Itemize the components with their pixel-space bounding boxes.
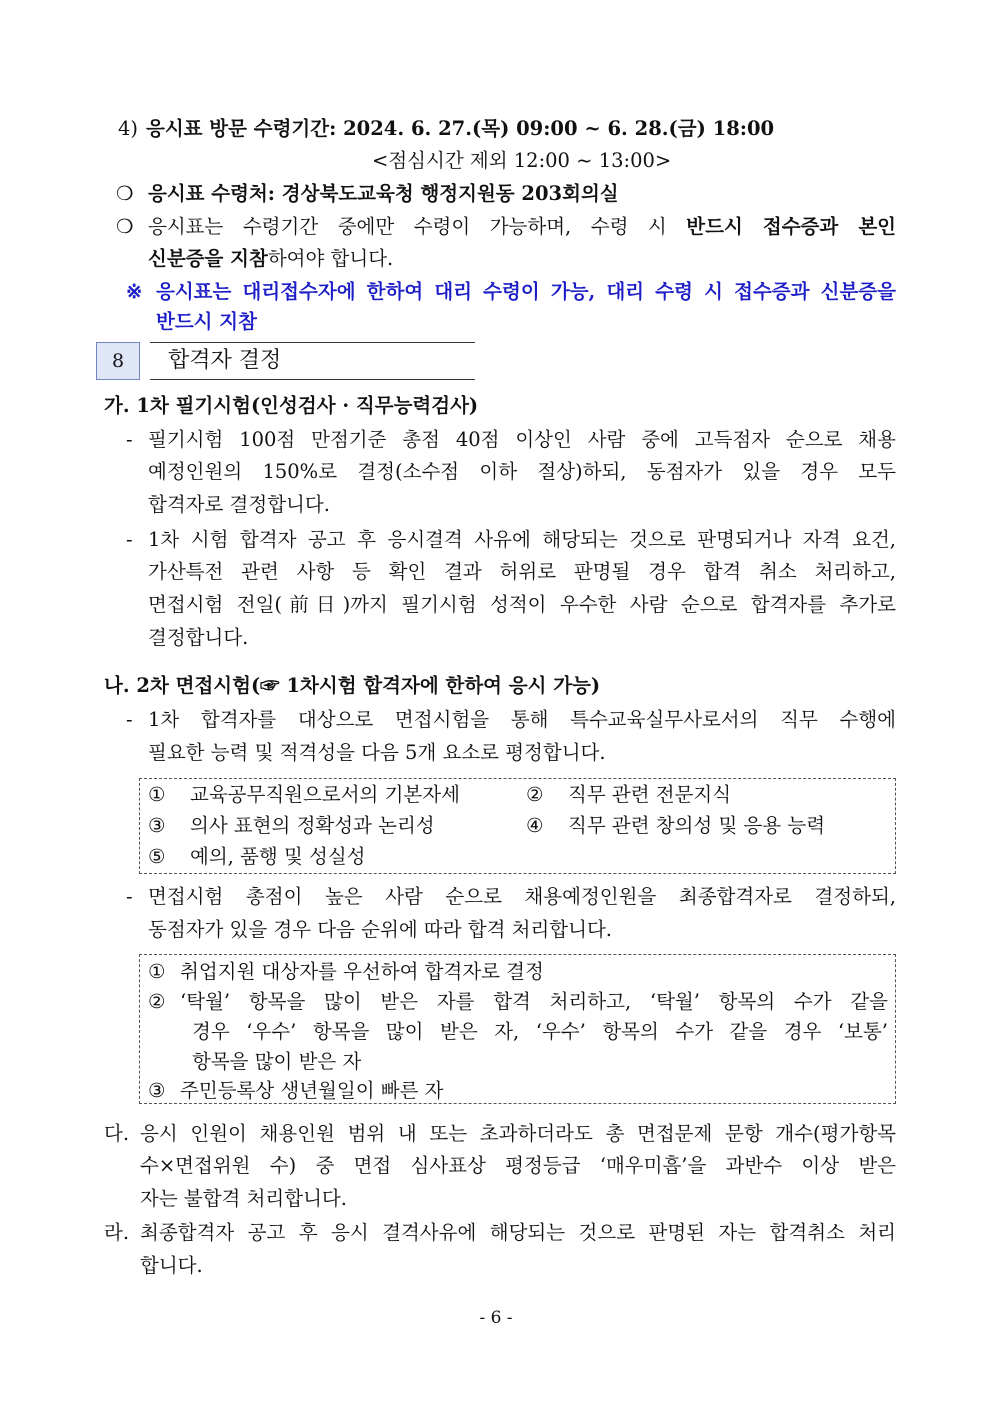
dash: - (126, 528, 133, 551)
rank1-text: 취업지원 대상자를 우선하여 합격자로 결정 (180, 960, 544, 983)
na-title: 나. 2차 면접시험(☞ 1차시험 합격자에 한하여 응시 가능) (104, 674, 601, 697)
rank3-text: 주민등록상 생년월일이 빠른 자 (180, 1079, 444, 1102)
bullet1-text: 응시표 수령처: 경상북도교육청 행정지원동 203회의실 (148, 182, 619, 205)
da-line1: 응시 인원이 채용인원 범위 내 또는 초과하더라도 총 면접문제 문항 개수(평가항목 (140, 1122, 896, 1145)
factor-number: ④ (526, 814, 544, 837)
ga-p1-line1: 필기시험 100점 만점기준 총점 40점 이상인 사람 중에 고득점자 순으로 채용 (148, 428, 896, 451)
rank-number: ② (148, 990, 166, 1013)
factor-text: 예의, 품행 및 성실성 (190, 845, 366, 868)
dash: - (126, 428, 133, 451)
evaluation-factors-box (139, 778, 896, 874)
section-title-bar (150, 342, 475, 380)
factor-text: 직무 관련 창의성 및 응용 능력 (568, 814, 826, 837)
rank2-line3: 항목을 많이 받은 자 (192, 1050, 362, 1073)
item4-text: 응시표 방문 수령기간: 2024. 6. 27.(목) 09:00 ~ 6. 28.(금) 18:00 (146, 117, 775, 140)
ra-line1: 최종합격자 공고 후 응시 결격사유에 해당되는 것으로 판명된 자는 합격취소 처리 (140, 1221, 896, 1244)
bullet2-line2-normal: 하여야 합니다. (267, 247, 394, 270)
rank-number: ① (148, 960, 166, 983)
ga-p2-line4: 결정합니다. (148, 626, 249, 649)
ga-title: 가. 1차 필기시험(인성검사 · 직무능력검사) (104, 394, 479, 417)
factor-text: 직무 관련 전문지식 (568, 783, 732, 806)
notice-line2: 반드시 지참 (156, 310, 257, 333)
da-line3: 자는 불합격 처리합니다. (140, 1187, 347, 1210)
na-p1-line1: 1차 합격자를 대상으로 면접시험을 통해 특수교육실무사로서의 직무 수행에 (148, 708, 896, 731)
dash: - (126, 708, 133, 731)
factor-text: 의사 표현의 정확성과 논리성 (190, 814, 435, 837)
tie-break-rules-box (139, 954, 896, 1104)
bullet2-line2 (148, 246, 393, 272)
ga-p2-line3: 면접시험 전일(前日)까지 필기시험 성적이 우수한 사람 순으로 합격자를 추가로 (148, 593, 896, 616)
bullet2-line1 (148, 214, 896, 240)
ga-p1-line3: 합격자로 결정합니다. (148, 493, 330, 516)
factor-number: ⑤ (148, 845, 166, 868)
ra-mark: 라. (104, 1221, 130, 1244)
dash: - (126, 885, 133, 908)
bullet-icon: ❍ (116, 215, 134, 238)
ga-p2-line2: 가산특전 관련 사항 등 확인 결과 허위로 판명될 경우 합격 취소 처리하고, (148, 560, 896, 583)
ga-p2-line1: 1차 시험 합격자 공고 후 응시결격 사유에 해당되는 것으로 판명되거나 자격 요건, (148, 528, 896, 551)
ga-p1-line2: 예정인원의 150%로 결정(소수점 이하 절상)하되, 동점자가 있을 경우 모두 (148, 460, 896, 483)
rank-number: ③ (148, 1079, 166, 1102)
ra-line2: 합니다. (140, 1254, 203, 1277)
da-mark: 다. (104, 1122, 130, 1145)
item4-number: 4) (118, 117, 139, 140)
page-number: - 6 - (479, 1308, 513, 1328)
factor-number: ③ (148, 814, 166, 837)
section-number: 8 (96, 342, 140, 380)
item4-note: <점심시간 제외 12:00 ~ 13:00> (372, 149, 672, 172)
da-line2: 수×면접위원 수) 중 면접 심사표상 평정등급 ‘매우미흡’을 과반수 이상 받은 (140, 1154, 896, 1177)
factor-number: ① (148, 783, 166, 806)
notice-line1: 응시표는 대리접수자에 한하여 대리 수령이 가능, 대리 수령 시 접수증과 신분증을 (156, 280, 896, 303)
factor-text: 교육공무직원으로서의 기본자세 (190, 783, 460, 806)
na-p1-line2: 필요한 능력 및 적격성을 다음 5개 요소로 평정합니다. (148, 741, 606, 764)
section-title: 합격자 결정 (168, 348, 282, 373)
na-p2-line1: 면접시험 총점이 높은 사람 순으로 채용예정인원을 최종합격자로 결정하되, (148, 885, 896, 908)
factor-number: ② (526, 783, 544, 806)
rank2-line1: ‘탁월’ 항목을 많이 받은 자를 합격 처리하고, ‘탁월’ 항목의 수가 같을 (180, 990, 888, 1013)
na-p2-line2: 동점자가 있을 경우 다음 순위에 따라 합격 처리합니다. (148, 918, 613, 941)
bullet2-line1-normal: 응시표는 수령기간 중에만 수령이 가능하며, 수령 시 (148, 215, 687, 238)
bullet-icon: ❍ (116, 182, 134, 205)
rank2-line2: 경우 ‘우수’ 항목을 많이 받은 자, ‘우수’ 항목의 수가 같을 경우 ‘보통’ (192, 1020, 888, 1043)
notice-mark: ※ (126, 280, 143, 303)
bullet2-line2-bold: 신분증을 지참 (148, 247, 268, 270)
bullet2-line1-bold: 반드시 접수증과 본인 (686, 215, 896, 238)
